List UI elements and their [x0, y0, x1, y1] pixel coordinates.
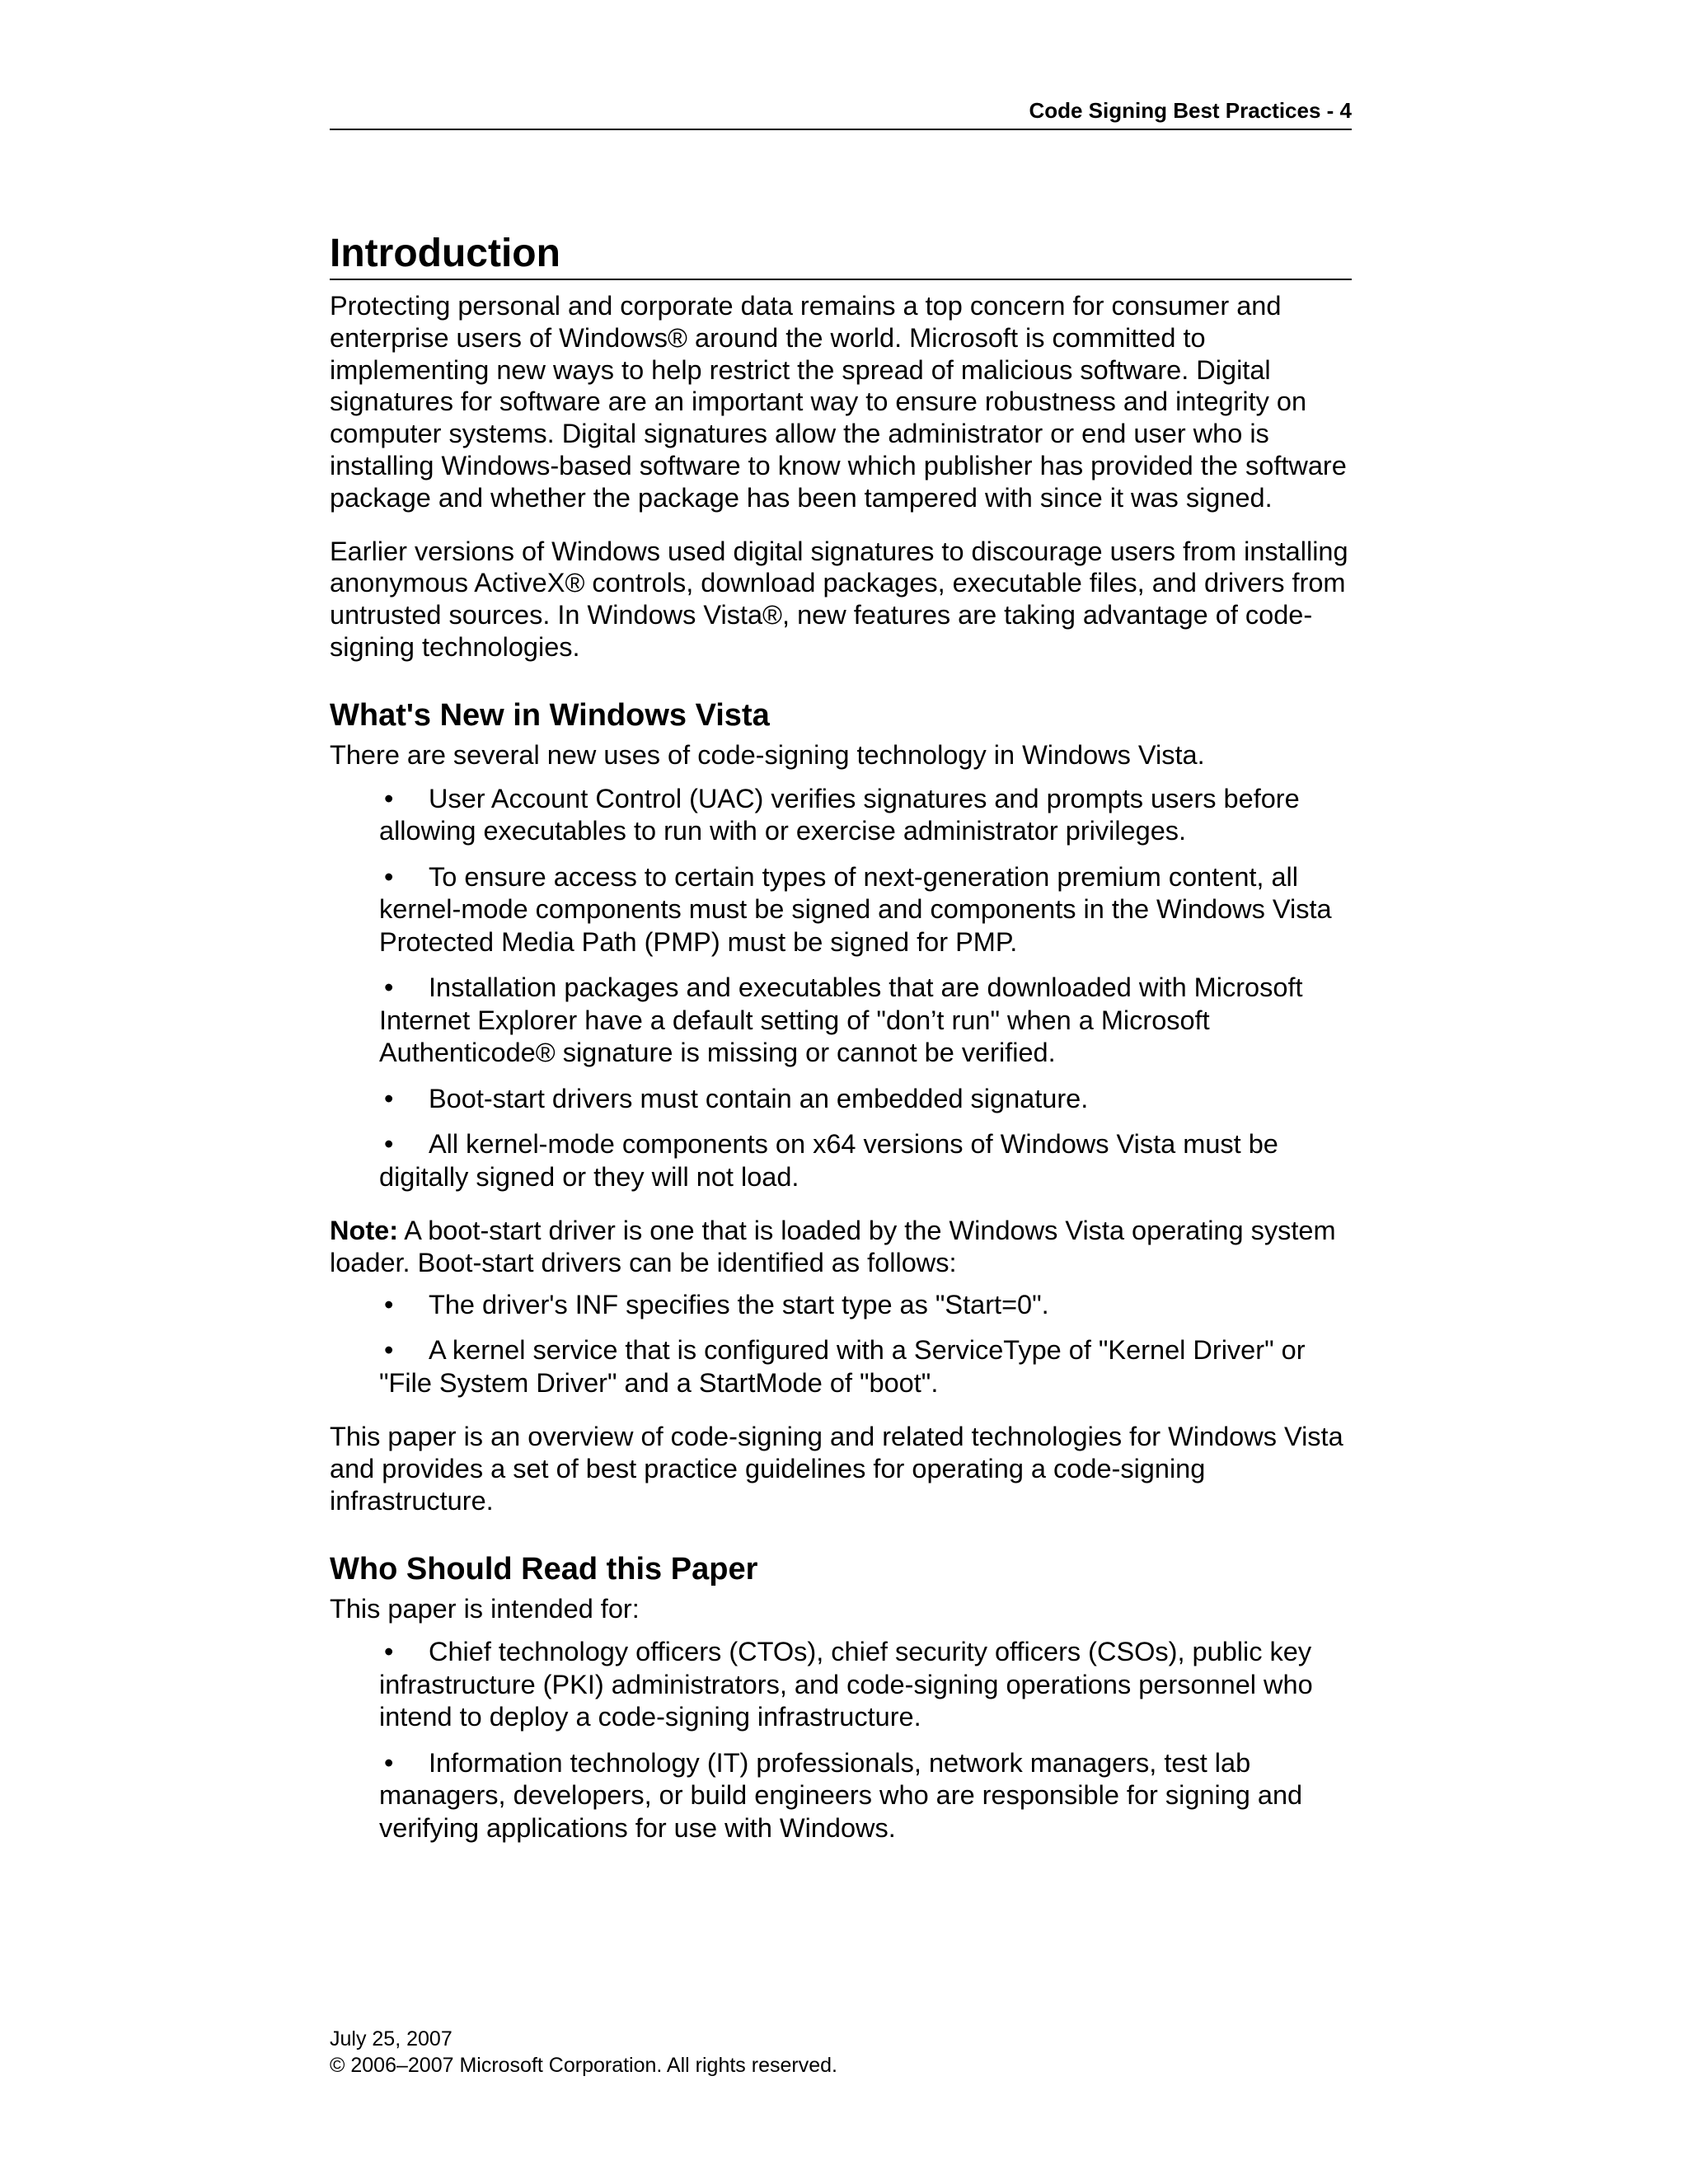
- list-item: • A kernel service that is configured with a ServiceType of "Kernel Driver" or "File System Driver" and a StartMode of "boot".: [379, 1335, 1306, 1398]
- running-header: Code Signing Best Practices - 4: [330, 97, 1352, 130]
- bullet-icon: •: [384, 783, 394, 813]
- list-item: • Installation packages and executables that are downloaded with Microsoft Internet Explorer have a default setting of "don’t run" when a Microsoft Authenticode® signature is missing or cannot be verified.: [379, 972, 1303, 1068]
- list-item: • The driver's INF specifies the start type as "Start=0".: [379, 1289, 1352, 1322]
- list-item: • To ensure access to certain types of next-generation premium content, all kernel-mode components must be signed and components in the Windows Vista Protected Media Path (PMP) must be signed for PMP.: [379, 861, 1332, 957]
- list-item: • User Account Control (UAC) verifies signatures and prompts users before allowing executables to run with or exercise administrator privileges.: [379, 783, 1300, 846]
- page-content: [330, 231, 1352, 1866]
- bullet-icon: •: [384, 1129, 394, 1160]
- note-label: Note:: [330, 1216, 399, 1246]
- list-item: • Chief technology officers (CTOs), chief security officers (CSOs), public key infrastructure (PKI) administrators, and code-signing operations personnel who intend to deploy a code-signing infrastructure.: [379, 1637, 1313, 1732]
- subsection-heading-who-should-read: Who Should Read this Paper: [330, 1551, 758, 1586]
- whats-new-intro: There are several new uses of code-signing technology in Windows Vista.: [330, 739, 1205, 770]
- bullet-icon: •: [384, 1747, 394, 1778]
- bullet-icon: •: [384, 1637, 394, 1667]
- document-page: [330, 0, 1352, 2184]
- list-item: • Information technology (IT) professionals, network managers, test lab managers, developers, or build engineers who are responsible for signing and verifying applications for use with Windows.: [379, 1747, 1303, 1843]
- subsection-heading-whats-new: What's New in Windows Vista: [330, 697, 770, 733]
- bullet-icon: •: [384, 1335, 394, 1366]
- page-footer: [330, 2026, 837, 2079]
- bullet-icon: •: [384, 972, 394, 1003]
- who-should-read-intro: This paper is intended for:: [330, 1593, 640, 1624]
- audience-list: [330, 1636, 1352, 1844]
- footer-copyright: © 2006–2007 Microsoft Corporation. All rights reserved.: [330, 2054, 837, 2077]
- section-heading-introduction: Introduction: [330, 231, 1352, 280]
- bullet-icon: •: [384, 1083, 394, 1113]
- whats-new-list: [330, 783, 1352, 1194]
- list-item: • All kernel-mode components on x64 versions of Windows Vista must be digitally signed or they will not load.: [379, 1129, 1278, 1192]
- list-item: • Boot-start drivers must contain an embedded signature.: [379, 1083, 1352, 1116]
- intro-paragraph-2: Earlier versions of Windows used digital signatures to discourage users from installing anonymous ActiveX® controls, download packages, executable files, and drivers from untrusted sources. In Windows Vista®, new features are taking advantage of code-signing technologies.: [330, 536, 1348, 662]
- footer-date: July 25, 2007: [330, 2027, 452, 2050]
- intro-paragraph-1: Protecting personal and corporate data remains a top concern for consumer and enterprise users of Windows® around the world. Microsoft is committed to implementing new ways to help restrict the spread of malicious software. Digital signatures for software are an important way to ensure robustness and integrity on computer systems. Digital signatures allow the administrator or end user who is installing Windows-based software to know which publisher has provided the software package and whether the package has been tampered with since it was signed.: [330, 291, 1347, 513]
- closing-paragraph: This paper is an overview of code-signing and related technologies for Windows Vista and provides a set of best practice guidelines for operating a code-signing infrastructure.: [330, 1422, 1343, 1516]
- bullet-icon: •: [384, 1289, 394, 1319]
- note-list: [330, 1289, 1352, 1400]
- note-text: A boot-start driver is one that is loaded by the Windows Vista operating system loader. Boot-start drivers can be identified as follows:: [330, 1216, 1336, 1277]
- note-paragraph: [330, 1215, 1352, 1279]
- bullet-icon: •: [384, 861, 394, 892]
